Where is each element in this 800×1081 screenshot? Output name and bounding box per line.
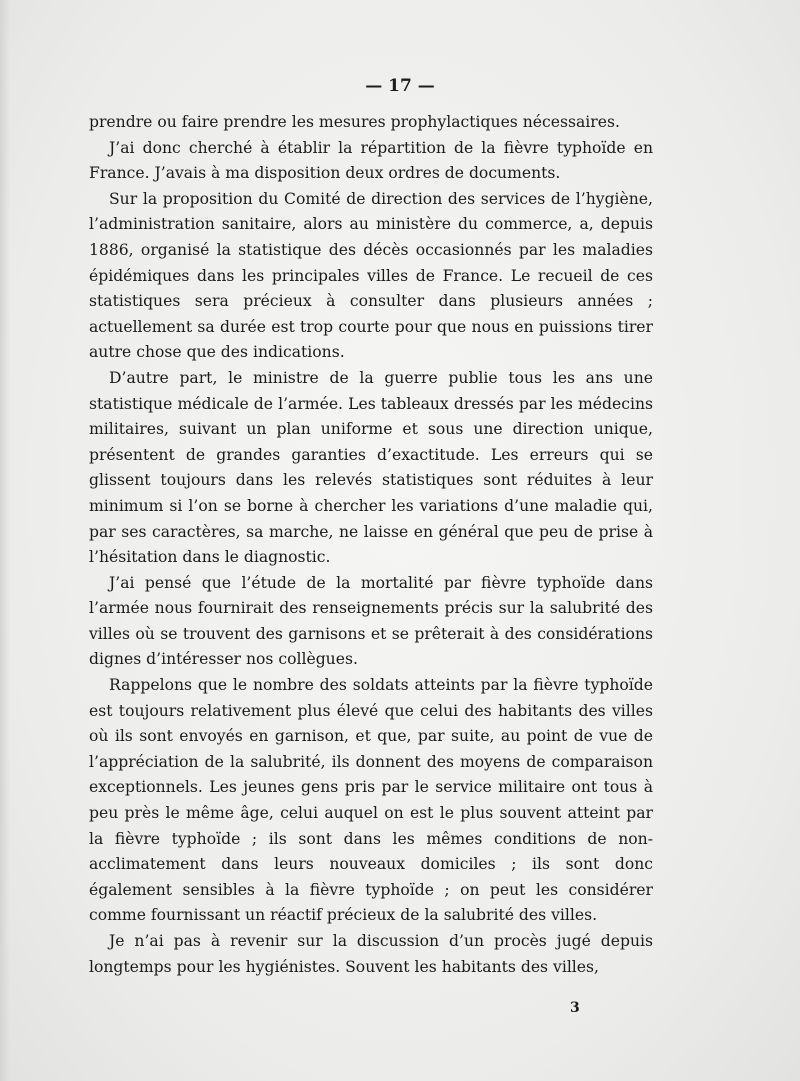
page-number: — 17 — <box>365 76 435 96</box>
paragraph: Rappelons que le nombre des soldats atteints par la fièvre typhoïde est toujours relativement plus élevé que celui des habitants des villes où ils sont envoyés en garnison, et que, par suite, au point de vue de l’appréciation de la salubrité, ils donnent des moyens de comparaison exceptionnels. Les jeunes gens pris par le service militaire ont tous à peu près le même âge, celui auquel on est le plus souvent atteint par la fièvre typhoïde ; ils sont dans les mêmes conditions de non-acclimatement dans leurs nouveaux domiciles ; ils sont donc également sensibles à la fièvre typhoïde ; on peut les considérer comme fournissant un réactif précieux de la salubrité des villes. <box>89 676 653 925</box>
page-spine-shadow <box>0 0 10 1081</box>
paragraph: J’ai pensé que l’étude de la mortalité par fièvre typhoïde dans l’armée nous fournirait des renseignements précis sur la salubrité des villes où se trouvent des garnisons et se prêterait à des considérations dignes d’intéresser nos collègues. <box>89 573 653 669</box>
printer-signature-mark: 3 <box>570 1000 580 1016</box>
body-text <box>89 110 653 980</box>
paragraph: Sur la proposition du Comité de direction des services de l’hygiène, l’administration sanitaire, alors au ministère du commerce, a, depuis 1886, organisé la statistique des décès occasionnés par les maladies épidémiques dans les principales villes de France. Le recueil de ces statistiques sera précieux à consulter dans plusieurs années ; actuellement sa durée est trop courte pour que nous en puissions tirer autre chose que des indications. <box>89 189 653 362</box>
paragraph: prendre ou faire prendre les mesures prophylactiques nécessaires. <box>89 113 620 131</box>
paragraph: Je n’ai pas à revenir sur la discussion d’un procès jugé depuis longtemps pour les hygiénistes. Souvent les habitants des villes, <box>89 932 653 976</box>
paragraph: J’ai donc cherché à établir la répartition de la fièvre typhoïde en France. J’avais à ma disposition deux ordres de documents. <box>89 138 653 183</box>
paragraph: D’autre part, le ministre de la guerre publie tous les ans une statistique médicale de l’armée. Les tableaux dressés par les médecins militaires, suivant un plan uniforme et sous une direction unique, présentent de grandes garanties d’exactitude. Les erreurs qui se glissent toujours dans les relevés statistiques sont réduites à leur minimum si l’on se borne à chercher les variations d’une maladie qui, par ses caractères, sa marche, ne laisse en général que peu de prise à l’hésitation dans le diagnostic. <box>89 368 653 567</box>
